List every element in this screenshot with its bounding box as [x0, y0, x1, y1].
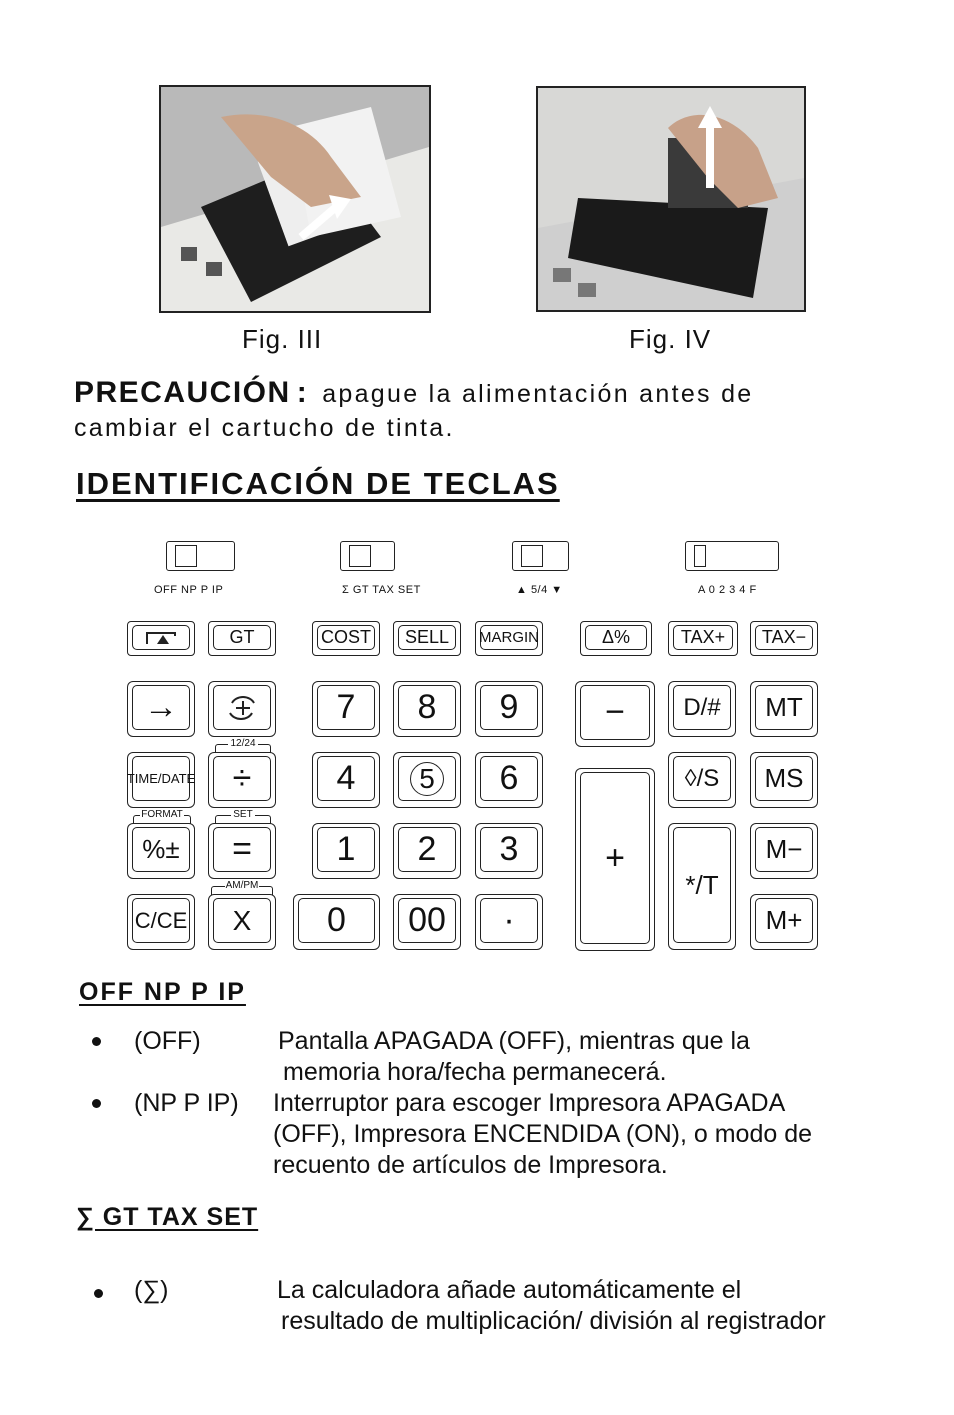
figure-3-caption: Fig. III: [242, 324, 323, 354]
paper-feed-icon: [132, 625, 190, 650]
figure-3-photo: [159, 85, 431, 313]
key-1[interactable]: 1: [312, 823, 380, 879]
bullet-icon: [92, 1099, 101, 1108]
gt-key[interactable]: GT: [208, 621, 276, 656]
key-8[interactable]: 8: [393, 681, 461, 737]
key-6[interactable]: 6: [475, 752, 543, 808]
tax-minus-key[interactable]: TAX−: [750, 621, 818, 656]
clear-key[interactable]: C/CE: [127, 894, 195, 950]
right-shift-key[interactable]: →: [127, 681, 195, 737]
item-off-line2: memoria hora/fecha permanecerá.: [283, 1058, 667, 1086]
caution-paragraph: [74, 376, 814, 445]
plus-key[interactable]: +: [575, 768, 655, 951]
tag-12-24: 12/24: [215, 744, 271, 753]
switch-power-label: OFF NP P IP: [154, 584, 224, 596]
m-minus-key[interactable]: M−: [750, 823, 818, 879]
subtotal-key[interactable]: ◊/S: [668, 752, 736, 808]
figure-4-photo: [536, 86, 806, 312]
caution-label: PRECAUCIÓN: [74, 376, 291, 409]
paper-feed-key[interactable]: [127, 621, 195, 656]
item-npip-line3: recuento de artículos de Impresora.: [273, 1151, 668, 1179]
switch-power[interactable]: [166, 541, 235, 571]
m-plus-key[interactable]: M+: [750, 894, 818, 950]
reprint-key[interactable]: [208, 681, 276, 737]
caution-text: apague la alimentación antes de cambiar el cartucho de tinta.: [74, 380, 754, 442]
switch-gt-tax[interactable]: [340, 541, 395, 571]
multiply-key[interactable]: X: [208, 894, 276, 950]
caution-colon: :: [296, 376, 309, 409]
tag-format: FORMAT: [133, 815, 191, 824]
item-sigma-term: (∑): [134, 1276, 169, 1304]
divide-key[interactable]: ÷: [208, 752, 276, 808]
percent-sign-key[interactable]: %±: [127, 823, 195, 879]
section-off-np-p-ip-heading: OFF NP P IP: [79, 978, 246, 1006]
switch-knob: [521, 545, 543, 567]
bullet-icon: [92, 1037, 101, 1046]
tag-ampm: AM/PM: [211, 886, 273, 895]
figure-3-illustration: [161, 87, 429, 311]
item-npip-term: (NP P IP): [134, 1089, 239, 1117]
minus-key[interactable]: −: [575, 681, 655, 747]
switch-gt-tax-label: Σ GT TAX SET: [342, 584, 421, 596]
time-date-key[interactable]: TIME/DATE: [127, 752, 195, 808]
keys-heading: IDENTIFICACIÓN DE TECLAS: [76, 466, 560, 501]
item-npip-line1: Interruptor para escoger Impresora APAGADA: [273, 1089, 786, 1117]
sell-key[interactable]: SELL: [393, 621, 461, 656]
switch-decimal[interactable]: [685, 541, 779, 571]
key-0[interactable]: 0: [293, 894, 380, 950]
date-number-key[interactable]: D/#: [668, 681, 736, 737]
section-gt-tax-set-heading: ∑ GT TAX SET: [76, 1203, 259, 1231]
figure-4-caption: Fig. IV: [629, 324, 712, 354]
delta-percent-key[interactable]: Δ%: [580, 621, 652, 656]
switch-knob: [694, 545, 706, 567]
bullet-icon: [94, 1289, 103, 1298]
key-4[interactable]: 4: [312, 752, 380, 808]
tag-set: SET: [215, 815, 271, 824]
item-sigma-line1: La calculadora añade automáticamente el: [277, 1276, 742, 1304]
switch-rounding-label: ▲ 5/4 ▼: [516, 584, 563, 596]
item-off-line1: Pantalla APAGADA (OFF), mientras que la: [278, 1027, 750, 1055]
key-9[interactable]: 9: [475, 681, 543, 737]
key-00[interactable]: 00: [393, 894, 461, 950]
figure-4-illustration: [538, 88, 804, 310]
reprint-icon: [213, 685, 271, 730]
equals-key[interactable]: =: [208, 823, 276, 879]
key-3[interactable]: 3: [475, 823, 543, 879]
switch-knob: [349, 545, 371, 567]
item-off-term: (OFF): [134, 1027, 201, 1055]
margin-key[interactable]: MARGIN: [475, 621, 543, 656]
key-7[interactable]: 7: [312, 681, 380, 737]
switch-knob: [175, 545, 197, 567]
item-sigma-line2: resultado de multiplicación/ división al registrador: [281, 1307, 826, 1335]
total-key[interactable]: */T: [668, 823, 736, 950]
key-2[interactable]: 2: [393, 823, 461, 879]
key-5[interactable]: 5: [393, 752, 461, 808]
ms-key[interactable]: MS: [750, 752, 818, 808]
item-npip-line2: (OFF), Impresora ENCENDIDA (ON), o modo de: [273, 1120, 813, 1148]
decimal-key[interactable]: ·: [475, 894, 543, 950]
switch-decimal-label: A 0 2 3 4 F: [698, 584, 757, 596]
cost-key[interactable]: COST: [312, 621, 380, 656]
switch-rounding[interactable]: [512, 541, 569, 571]
mt-key[interactable]: MT: [750, 681, 818, 737]
tax-plus-key[interactable]: TAX+: [668, 621, 738, 656]
